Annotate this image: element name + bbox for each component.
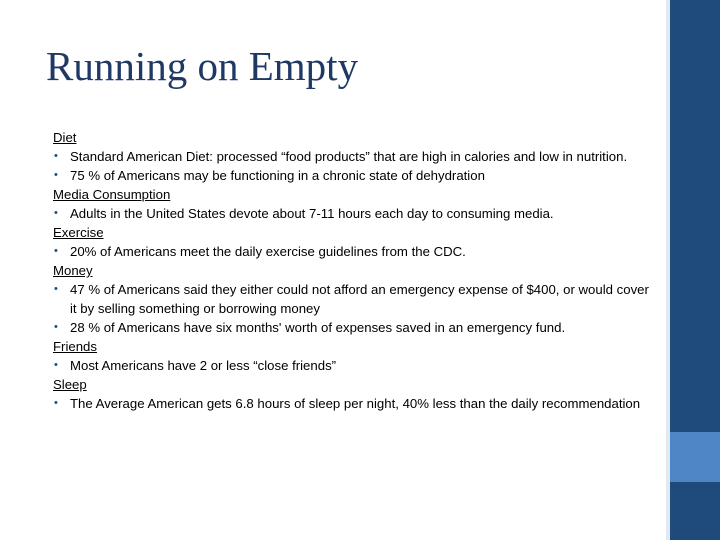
- bullet-icon: •: [54, 245, 58, 257]
- section-heading-sleep: Sleep: [53, 377, 87, 392]
- bullet-item: [53, 356, 653, 375]
- section-heading-exercise: Exercise: [53, 225, 104, 240]
- bullet-text: Standard American Diet: processed “food products” that are high in calories and low in nutrition.: [70, 149, 628, 164]
- bullet-item: [53, 147, 653, 166]
- sidebar-accent-block: [670, 432, 720, 482]
- bullet-icon: •: [54, 169, 58, 181]
- section-heading-friends: Friends: [53, 339, 97, 354]
- slide-content: [53, 128, 653, 413]
- bullet-item: [53, 280, 653, 318]
- bullet-icon: •: [54, 397, 58, 409]
- bullet-text: The Average American gets 6.8 hours of sleep per night, 40% less than the daily recommendation: [70, 396, 641, 411]
- section-heading-diet: Diet: [53, 130, 77, 145]
- bullet-text: 47 % of Americans said they either could not afford an emergency expense of $400, or would cover it by selling something or borrowing money: [70, 282, 649, 316]
- section-heading-media-consumption: Media Consumption: [53, 187, 171, 202]
- bullet-text: 28 % of Americans have six months' worth of expenses saved in an emergency fund.: [70, 320, 566, 335]
- bullet-item: [53, 394, 653, 413]
- bullet-text: 20% of Americans meet the daily exercise guidelines from the CDC.: [70, 244, 466, 259]
- bullet-text: Adults in the United States devote about 7-11 hours each day to consuming media.: [70, 206, 554, 221]
- bullet-icon: •: [54, 321, 58, 333]
- slide-title: Running on Empty: [46, 43, 359, 89]
- section-heading-money: Money: [53, 263, 93, 278]
- bullet-text: Most Americans have 2 or less “close friends”: [70, 358, 337, 373]
- bullet-icon: •: [54, 283, 58, 295]
- bullet-item: [53, 242, 653, 261]
- bullet-icon: •: [54, 150, 58, 162]
- bullet-item: [53, 166, 653, 185]
- bullet-text: 75 % of Americans may be functioning in a chronic state of dehydration: [70, 168, 485, 183]
- bullet-icon: •: [54, 207, 58, 219]
- bullet-item: [53, 318, 653, 337]
- bullet-item: [53, 204, 653, 223]
- bullet-icon: •: [54, 359, 58, 371]
